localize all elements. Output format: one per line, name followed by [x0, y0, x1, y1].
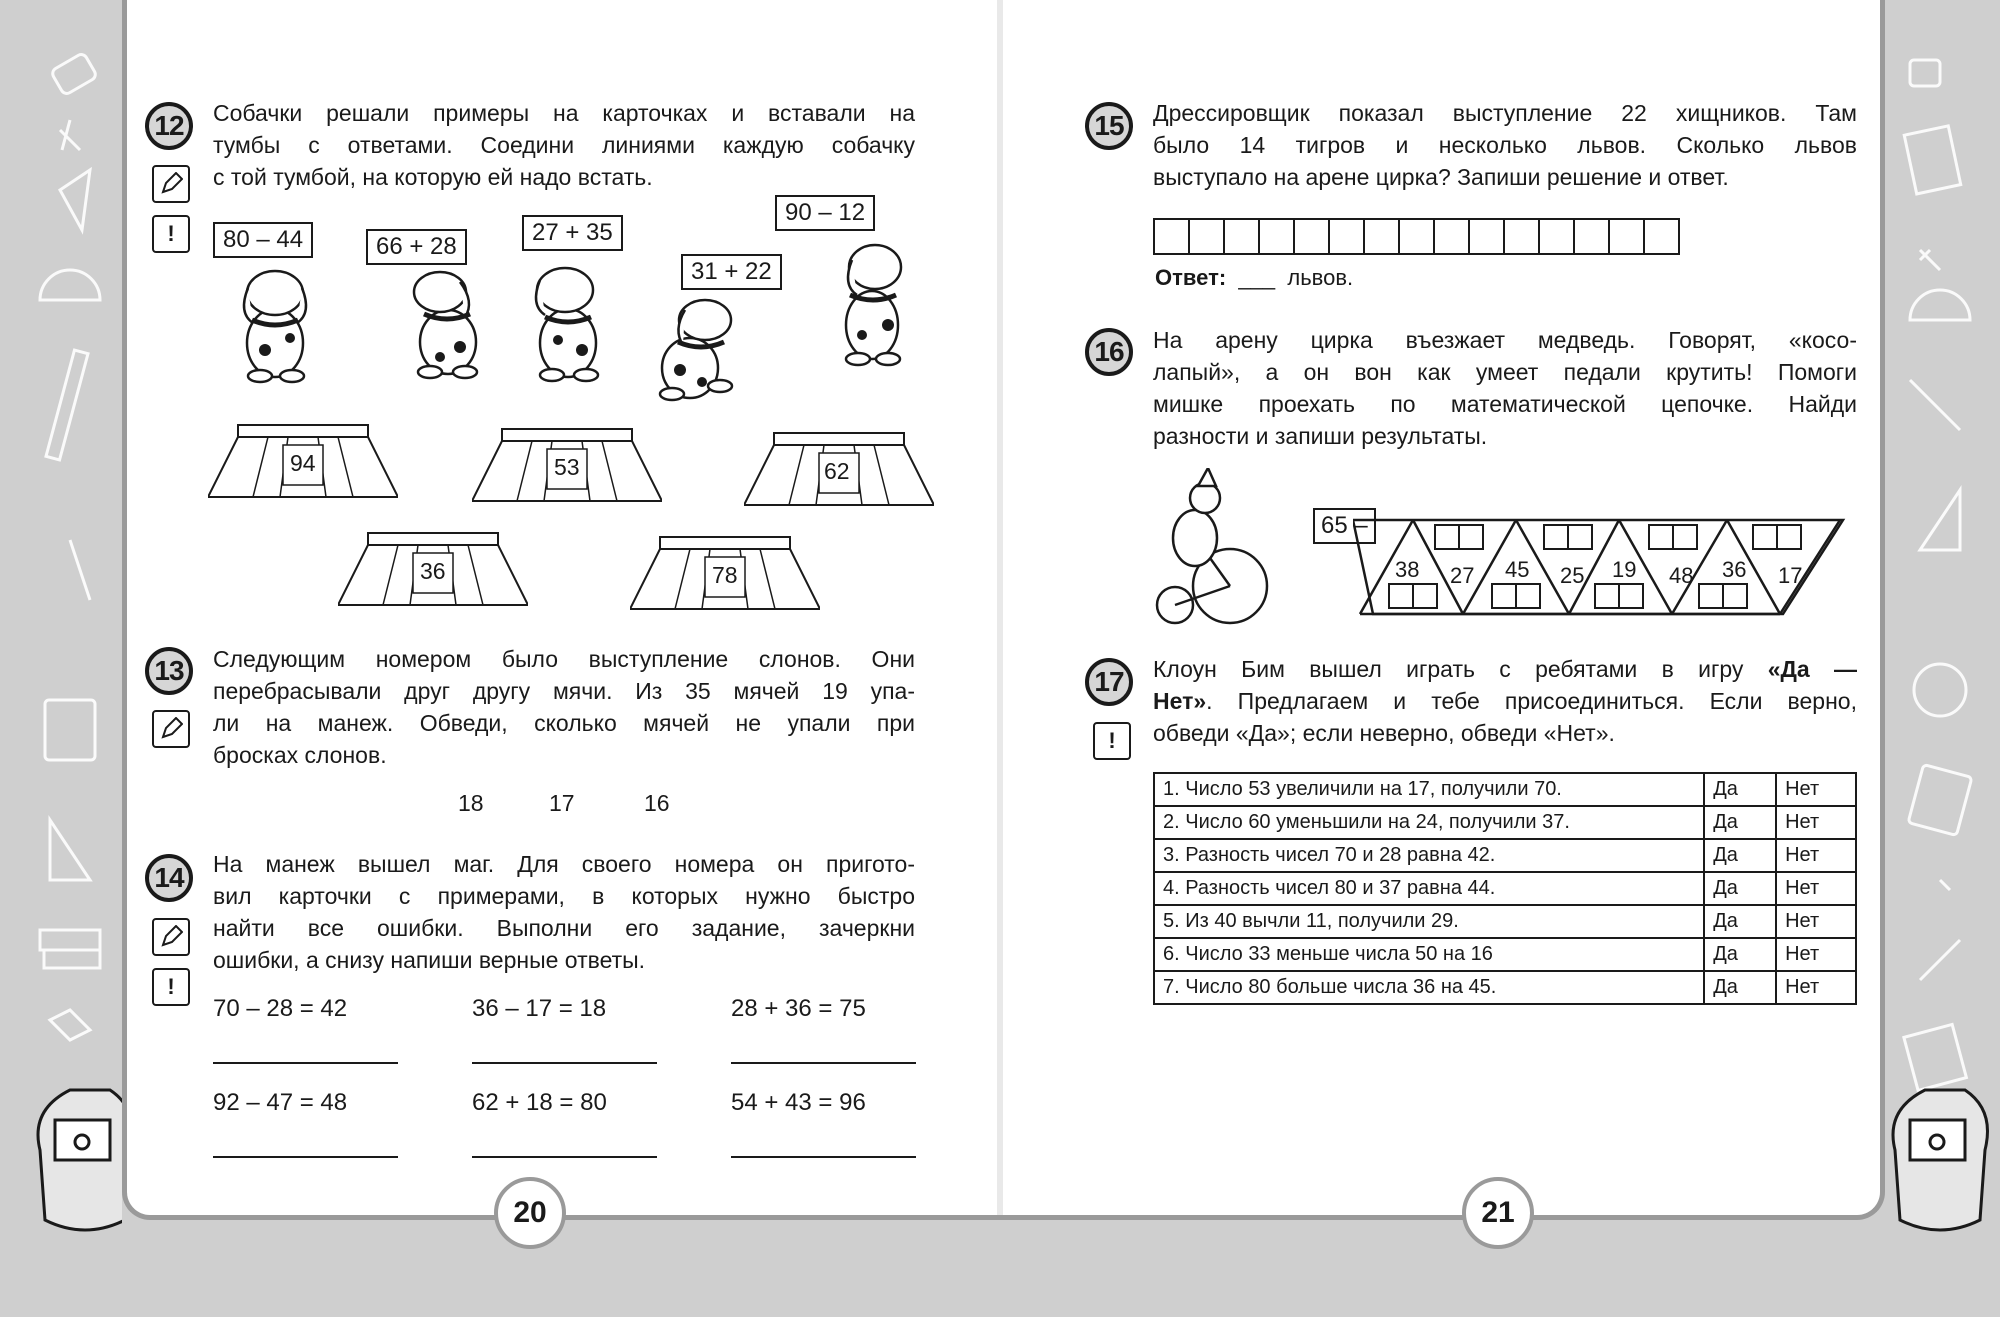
- page-number: 20: [494, 1177, 566, 1249]
- answer-line[interactable]: [731, 1062, 916, 1064]
- task-number-badge: 17: [1085, 658, 1133, 706]
- pedestal-number: 53: [554, 454, 580, 480]
- right-decorative-margin: [1880, 0, 2000, 1312]
- table-row: [1154, 806, 1856, 839]
- chain-number: 38: [1395, 557, 1420, 582]
- example-card: 90 – 12: [775, 195, 875, 231]
- statement-cell: 1. Число 53 увеличили на 17, получили 70.: [1154, 773, 1704, 806]
- dog-illustration: [830, 235, 915, 370]
- yes-no-table: [1153, 772, 1857, 1005]
- dog-illustration: [650, 290, 745, 405]
- pencil-icon: [152, 918, 190, 956]
- left-decorative-margin: [0, 0, 122, 1312]
- answer-line[interactable]: [213, 1062, 398, 1064]
- chain-number: 25: [1560, 563, 1585, 588]
- math-example: 36 – 17 = 18: [472, 995, 607, 1022]
- chain-number: 19: [1612, 557, 1637, 582]
- task16-text: На арену цирка въезжает медведь. Говорят, «косо- лапый», а он вон как умеет педали крутить! Помоги мишке проехать по математической цепочке. Найди разности и запиши результаты.: [1153, 327, 1857, 449]
- chain-start: 65 –: [1313, 508, 1376, 544]
- task15-text: Дрессировщик показал выступление 22 хищников. Там было 14 тигров и несколько львов. Сколько львов выступало на арене цирка? Запиши решение и ответ.: [1153, 100, 1857, 190]
- answer-line[interactable]: [472, 1156, 657, 1158]
- answer-line: Ответ: ___ львов.: [1155, 265, 1354, 290]
- yes-option[interactable]: Да: [1704, 773, 1776, 806]
- table-row: [1154, 839, 1856, 872]
- answer-line[interactable]: [213, 1156, 398, 1158]
- math-example: 54 + 43 = 96: [731, 1089, 866, 1116]
- answer-line[interactable]: [731, 1156, 916, 1158]
- task12-text: Собачки решали примеры на карточках и вставали на тумбы с ответами. Соедини линиями каждую собачку с той тумбой, на которую ей надо встать.: [213, 100, 915, 190]
- math-example: 70 – 28 = 42: [213, 995, 348, 1022]
- statement-cell: 2. Число 60 уменьшили на 24, получили 37.: [1154, 806, 1704, 839]
- triangle-chain: [1353, 518, 1848, 618]
- pedestal-number: 94: [290, 450, 316, 476]
- pencil-icon: [152, 710, 190, 748]
- statement-cell: 7. Число 80 больше числа 36 на 45.: [1154, 971, 1704, 1004]
- no-option[interactable]: Нет: [1776, 839, 1856, 872]
- no-option[interactable]: Нет: [1776, 773, 1856, 806]
- task-number-badge: 13: [145, 647, 193, 695]
- table-row: [1154, 971, 1856, 1004]
- yes-option[interactable]: Да: [1704, 905, 1776, 938]
- task14-text: На манеж вышел маг. Для своего номера он пригото- вил карточки с примерами, в которых нужно быстро найти все ошибки. Выполни его задание, зачеркни ошибки, а снизу напиши верные ответы.: [213, 851, 915, 973]
- statement-cell: 3. Разность чисел 70 и 28 равна 42.: [1154, 839, 1704, 872]
- yes-option[interactable]: Да: [1704, 872, 1776, 905]
- statement-cell: 4. Разность чисел 80 и 37 равна 44.: [1154, 872, 1704, 905]
- math-example: 62 + 18 = 80: [472, 1089, 607, 1116]
- table-row: [1154, 905, 1856, 938]
- solution-grid[interactable]: [1155, 218, 1680, 255]
- pedestal-number: 36: [420, 558, 446, 584]
- statement-cell: 6. Число 33 меньше числа 50 на 16: [1154, 938, 1704, 971]
- answer-option[interactable]: 18: [458, 790, 484, 816]
- example-card: 66 + 28: [366, 229, 467, 265]
- chain-number: 27: [1450, 563, 1475, 588]
- chain-number: 36: [1722, 557, 1747, 582]
- no-option[interactable]: Нет: [1776, 938, 1856, 971]
- pedestal-number: 62: [824, 458, 850, 484]
- exclamation-icon: !: [1093, 722, 1131, 760]
- dog-illustration: [230, 258, 320, 388]
- statement-cell: 5. Из 40 вычли 11, получили 29.: [1154, 905, 1704, 938]
- yes-option[interactable]: Да: [1704, 806, 1776, 839]
- table-row: [1154, 938, 1856, 971]
- example-card: 31 + 22: [681, 254, 782, 290]
- pedestal-number: 78: [712, 562, 738, 588]
- task-number-badge: 15: [1085, 102, 1133, 150]
- school-doodles-left: [0, 0, 122, 1312]
- answer-line[interactable]: [472, 1062, 657, 1064]
- chain-number: 48: [1669, 563, 1694, 588]
- yes-option[interactable]: Да: [1704, 971, 1776, 1004]
- example-card: 80 – 44: [213, 222, 313, 258]
- yes-option[interactable]: Да: [1704, 938, 1776, 971]
- no-option[interactable]: Нет: [1776, 806, 1856, 839]
- no-option[interactable]: Нет: [1776, 905, 1856, 938]
- no-option[interactable]: Нет: [1776, 872, 1856, 905]
- math-example: 92 – 47 = 48: [213, 1089, 348, 1116]
- chain-number: 45: [1505, 557, 1530, 582]
- chain-number: 17: [1778, 563, 1803, 588]
- yes-option[interactable]: Да: [1704, 839, 1776, 872]
- no-option[interactable]: Нет: [1776, 971, 1856, 1004]
- table-row: [1154, 872, 1856, 905]
- exclamation-icon: !: [152, 968, 190, 1006]
- answer-option[interactable]: 16: [644, 790, 670, 816]
- task-number-badge: 12: [145, 102, 193, 150]
- task13-text: Следующим номером было выступление слонов. Они перебрасывали друг другу мячи. Из 35 мячей 19 упа- ли на манеж. Обведи, сколько мячей не упали при бросках слонов.: [213, 646, 915, 768]
- pencil-icon: [152, 165, 190, 203]
- dog-illustration: [400, 262, 490, 382]
- book-spine: [997, 0, 1003, 1215]
- example-card: 27 + 35: [522, 215, 623, 251]
- answer-option[interactable]: 17: [549, 790, 575, 816]
- task-number-badge: 14: [145, 854, 193, 902]
- task-number-badge: 16: [1085, 328, 1133, 376]
- math-example: 28 + 36 = 75: [731, 995, 866, 1022]
- bear-on-bicycle-illustration: [1150, 468, 1275, 628]
- page-number: 21: [1462, 1177, 1534, 1249]
- table-row: [1154, 773, 1856, 806]
- exclamation-icon: !: [152, 215, 190, 253]
- task17-text: Клоун Бим вышел играть с ребятами в игру «Да — Нет». Предлагаем и тебе присоединиться. Если верно, обведи «Да»; если неверно, обведи «Нет».: [1153, 656, 1857, 746]
- school-doodles-right: [1880, 0, 2000, 1312]
- dog-illustration: [520, 255, 615, 385]
